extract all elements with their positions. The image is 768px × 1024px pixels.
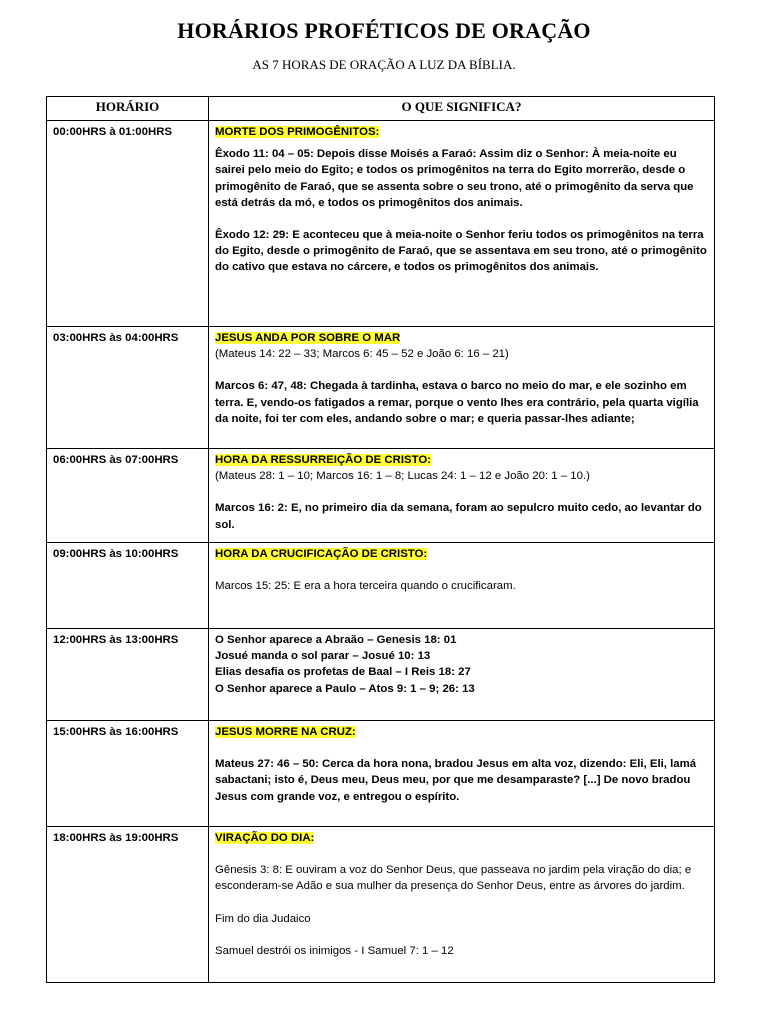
event-line: O Senhor aparece a Abraão – Genesis 18: 01 — [215, 634, 457, 646]
table-row — [47, 449, 715, 543]
time-cell: 12:00HRS às 13:00HRS — [47, 629, 209, 721]
meaning-cell — [209, 327, 715, 449]
header-time: HORÁRIO — [47, 97, 209, 121]
table-row — [47, 327, 715, 449]
verse-paragraph: Êxodo 12: 29: E aconteceu que à meia-noite o Senhor feriu todos os primogênitos na terra do Egito, desde o primogênito de Faraó, que se assentava em seu trono, até o primogênito do cativo que estava no cárcere, e todos os primogênitos dos animais. — [215, 229, 707, 274]
highlighted-heading: JESUS ANDA POR SOBRE O MAR — [215, 332, 401, 344]
reference-line: (Mateus 28: 1 – 10; Marcos 16: 1 – 8; Lucas 24: 1 – 12 e João 20: 1 – 10.) — [215, 470, 590, 483]
verse-paragraph: Marcos 6: 47, 48: Chegada à tardinha, estava o barco no meio do mar, e ele sozinho em terra. E, vendo-os fatigados a remar, porque o vento lhes era contrário, pela quarta vigília da noite, foi ter com eles, andando sobre o mar; e queria passar-lhes adiante; — [215, 380, 699, 425]
event-line: O Senhor aparece a Paulo – Atos 9: 1 – 9; 26: 13 — [215, 682, 475, 695]
verse-paragraph: Gênesis 3: 8: E ouviram a voz do Senhor Deus, que passeava no jardim pela viração do dia; e esconderam-se Adão e sua mulher da presença do Senhor Deus, entre as árvores do jardim. — [215, 864, 692, 893]
table-row — [47, 827, 715, 983]
table-row — [47, 629, 715, 721]
time-cell: 15:00HRS às 16:00HRS — [47, 721, 209, 827]
meaning-cell — [209, 449, 715, 543]
table-row — [47, 543, 715, 629]
time-cell: 06:00HRS às 07:00HRS — [47, 449, 209, 543]
meaning-cell — [209, 629, 715, 721]
highlighted-heading: VIRAÇÃO DO DIA: — [215, 832, 315, 844]
event-line: Elias desafia os profetas de Baal – I Reis 18: 27 — [215, 666, 471, 679]
meaning-cell — [209, 721, 715, 827]
meaning-cell — [209, 121, 715, 327]
verse-paragraph: Mateus 27: 46 – 50: Cerca da hora nona, bradou Jesus em alta voz, dizendo: Eli, Eli, lamá sabactani; isto é, Deus meu, Deus meu, por que me desamparaste? [...] De novo bradou Jesus com grande voz, e entregou o espírito. — [215, 758, 697, 803]
time-cell: 00:00HRS à 01:00HRS — [47, 121, 209, 327]
verse-paragraph: Marcos 15: 25: E era a hora terceira quando o crucificaram. — [215, 580, 516, 593]
table-row — [47, 121, 715, 327]
header-meaning: O QUE SIGNIFICA? — [209, 97, 715, 121]
event-line: Josué manda o sol parar – Josué 10: 13 — [215, 650, 431, 663]
document-title: HORÁRIOS PROFÉTICOS DE ORAÇÃO — [177, 18, 591, 43]
note-line: Samuel destrói os inimigos - I Samuel 7: 1 – 12 — [215, 944, 454, 957]
table-row — [47, 721, 715, 827]
time-cell: 09:00HRS às 10:00HRS — [47, 543, 209, 629]
prayer-schedule-table — [46, 96, 715, 983]
time-cell: 03:00HRS às 04:00HRS — [47, 327, 209, 449]
reference-line: (Mateus 14: 22 – 33; Marcos 6: 45 – 52 e João 6: 16 – 21) — [215, 348, 509, 361]
table-header-row — [47, 97, 715, 121]
highlighted-heading: HORA DA CRUCIFICAÇÃO DE CRISTO: — [215, 548, 428, 560]
highlighted-heading: HORA DA RESSURREIÇÃO DE CRISTO: — [215, 454, 432, 466]
time-cell: 18:00HRS às 19:00HRS — [47, 827, 209, 983]
verse-paragraph: Êxodo 11: 04 – 05: Depois disse Moisés a Faraó: Assim diz o Senhor: À meia-noite eu sairei pelo meio do Egito; e todos os primogênitos na terra do Egito morrerão, desde o primogênito de Faraó, que se assenta sobre o seu trono, até o primogênito da serva que está detrás da mó, e todos os primogênitos dos animais. — [215, 148, 694, 209]
note-line: Fim do dia Judaico — [215, 912, 311, 925]
meaning-cell — [209, 543, 715, 629]
highlighted-heading: MORTE DOS PRIMOGÊNITOS: — [215, 126, 380, 138]
highlighted-heading: JESUS MORRE NA CRUZ: — [215, 726, 356, 738]
verse-paragraph: Marcos 16: 2: E, no primeiro dia da semana, foram ao sepulcro muito cedo, ao levantar do sol. — [215, 502, 702, 531]
meaning-cell — [209, 827, 715, 983]
document-subtitle: AS 7 HORAS DE ORAÇÃO A LUZ DA BÍBLIA. — [252, 57, 516, 72]
